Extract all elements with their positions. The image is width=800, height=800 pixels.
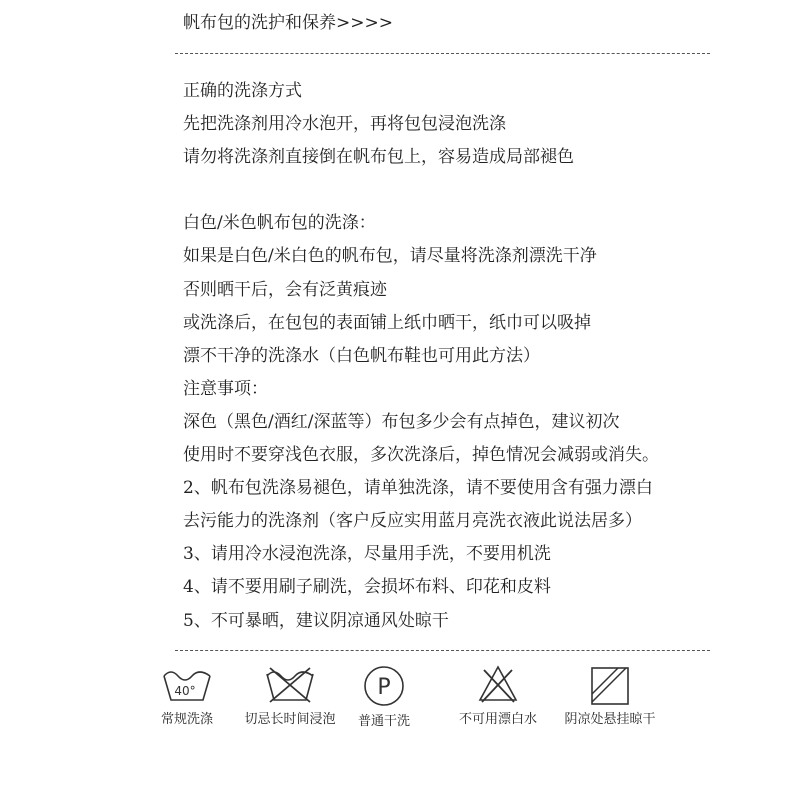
care-icon-item — [448, 660, 548, 740]
bottom-divider — [175, 650, 710, 651]
care-icon-item — [334, 660, 434, 740]
icon-label: 常规洗涤 — [160, 712, 213, 727]
text-line: 注意事项： — [183, 378, 268, 399]
icon-label: 普通干洗 — [357, 714, 410, 729]
care-icon-item — [137, 660, 237, 740]
text-line: 漂不干净的洗涤水（白色帆布鞋也可用此方法） — [183, 345, 540, 366]
text-line: 使用时不要穿浅色衣服，多次洗涤后，掉色情况会减弱或消失。 — [183, 445, 659, 466]
shade-hang-dry-icon — [588, 664, 632, 708]
text-line: 3、请用冷水浸泡洗涤，尽量用手洗，不要用机洗 — [183, 544, 551, 565]
text-line: 请勿将洗涤剂直接倒在帆布包上，容易造成局部褪色 — [183, 147, 574, 168]
no-soak-icon — [262, 664, 318, 704]
text-line: 或洗涤后，在包包的表面铺上纸巾晒干，纸巾可以吸掉 — [183, 312, 591, 333]
text-line: 正确的洗涤方式 — [183, 81, 302, 101]
care-instructions — [183, 75, 723, 638]
text-line: 否则晒干后，会有泛黄痕迹 — [183, 279, 387, 300]
icon-label: 不可用漂白水 — [458, 712, 537, 727]
top-divider — [175, 53, 710, 54]
no-bleach-icon — [476, 664, 520, 704]
icon-label: 阴凉处悬挂晾干 — [564, 712, 656, 727]
care-icons-row — [160, 660, 675, 740]
svg-text:P: P — [377, 675, 391, 700]
text-line: 白色/米色帆布包的洗涤： — [183, 213, 376, 234]
svg-text:40°: 40° — [174, 684, 196, 698]
text-line: 如果是白色/米白色的帆布包，请尽量将洗涤剂漂洗干净 — [183, 246, 597, 267]
icon-label: 切忌长时间浸泡 — [244, 712, 336, 727]
dry-clean-p-icon — [362, 664, 406, 708]
text-line: 2、帆布包洗涤易褪色，请单独洗涤，请不要使用含有强力漂白 — [183, 478, 653, 499]
text-line: 深色（黑色/酒红/深蓝等）布包多少会有点掉色，建议初次 — [183, 411, 620, 432]
text-line: 去污能力的洗涤剂（客户反应实用蓝月亮洗衣液此说法居多） — [183, 511, 642, 532]
page-title: 帆布包的洗护和保养>>>> — [183, 13, 393, 33]
text-line: 先把洗涤剂用冷水泡开，再将包包浸泡洗涤 — [183, 114, 506, 135]
text-line: 5、不可暴晒，建议阴凉通风处晾干 — [183, 610, 449, 631]
wash-40-icon — [159, 664, 215, 704]
care-icon-item — [240, 660, 340, 740]
text-line: 4、请不要用刷子刷洗，会损坏布料、印花和皮料 — [183, 577, 551, 598]
care-icon-item — [560, 660, 660, 740]
blank-line — [183, 174, 723, 207]
